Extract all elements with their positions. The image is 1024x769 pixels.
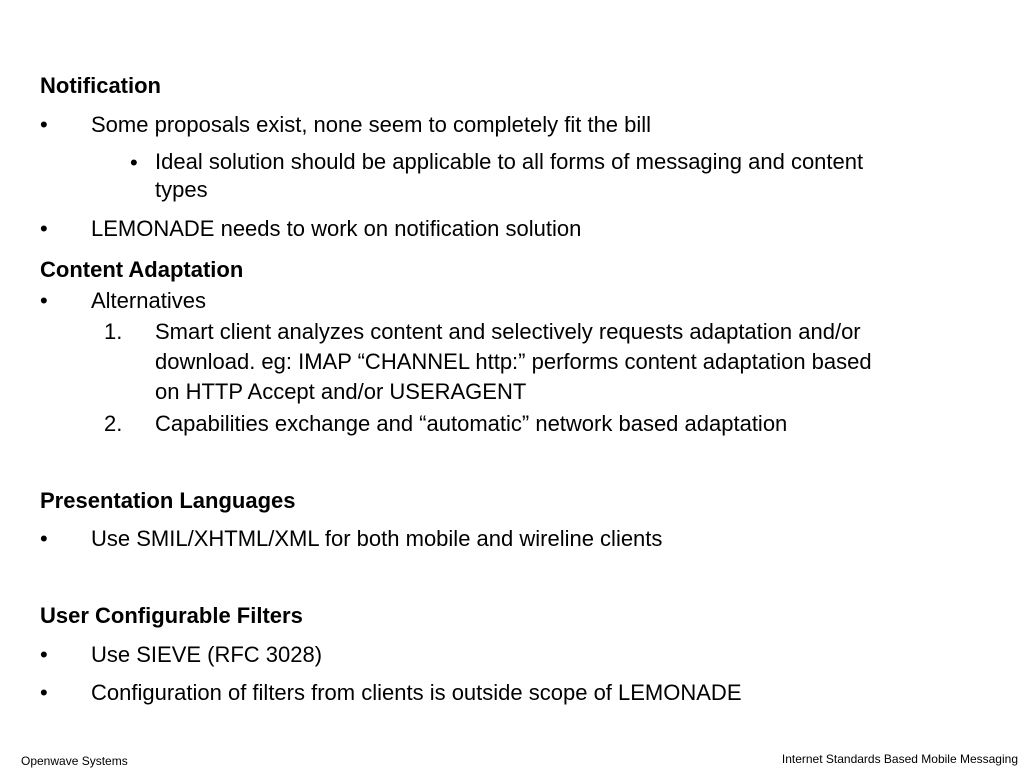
sub-bullet-text-line-2: types — [155, 177, 208, 202]
bullet-glyph: • — [40, 526, 48, 551]
bullet-glyph: • — [40, 216, 48, 241]
section-heading-content-adaptation: Content Adaptation — [40, 257, 244, 282]
bullet-text: Alternatives — [91, 288, 206, 313]
bullet-text: Some proposals exist, none seem to completely fit the bill — [91, 112, 652, 137]
section-heading-user-configurable-filters: User Configurable Filters — [40, 603, 303, 628]
bullet-glyph: • — [40, 112, 48, 137]
footer-right: Internet Standards Based Mobile Messaging — [781, 752, 1018, 766]
bullet-glyph: • — [40, 680, 48, 705]
numbered-item-number: 2. — [104, 411, 123, 436]
bullet-text: Use SIEVE (RFC 3028) — [91, 642, 323, 667]
numbered-item-text-line-2: download. eg: IMAP “CHANNEL http:” performs content adaptation based — [155, 349, 872, 374]
numbered-item-text-line-1: Smart client analyzes content and selectively requests adaptation and/or — [155, 319, 861, 344]
bullet-glyph: • — [40, 642, 48, 667]
bullet-glyph: • — [40, 288, 48, 313]
bullet-text: Configuration of filters from clients is outside scope of LEMONADE — [91, 680, 742, 705]
numbered-item-number: 1. — [104, 319, 123, 344]
numbered-item-text: Capabilities exchange and “automatic” network based adaptation — [155, 411, 788, 436]
sub-bullet-glyph: • — [130, 150, 138, 175]
bullet-text: LEMONADE needs to work on notification solution — [91, 216, 582, 241]
bullet-text: Use SMIL/XHTML/XML for both mobile and wireline clients — [91, 526, 663, 551]
footer-left: Openwave Systems — [21, 754, 128, 768]
numbered-item-text-line-3: on HTTP Accept and/or USERAGENT — [155, 379, 527, 404]
sub-bullet-text-line-1: Ideal solution should be applicable to all forms of messaging and content — [155, 149, 864, 174]
section-heading-presentation-languages: Presentation Languages — [40, 488, 296, 513]
section-heading-notification: Notification — [40, 73, 161, 98]
